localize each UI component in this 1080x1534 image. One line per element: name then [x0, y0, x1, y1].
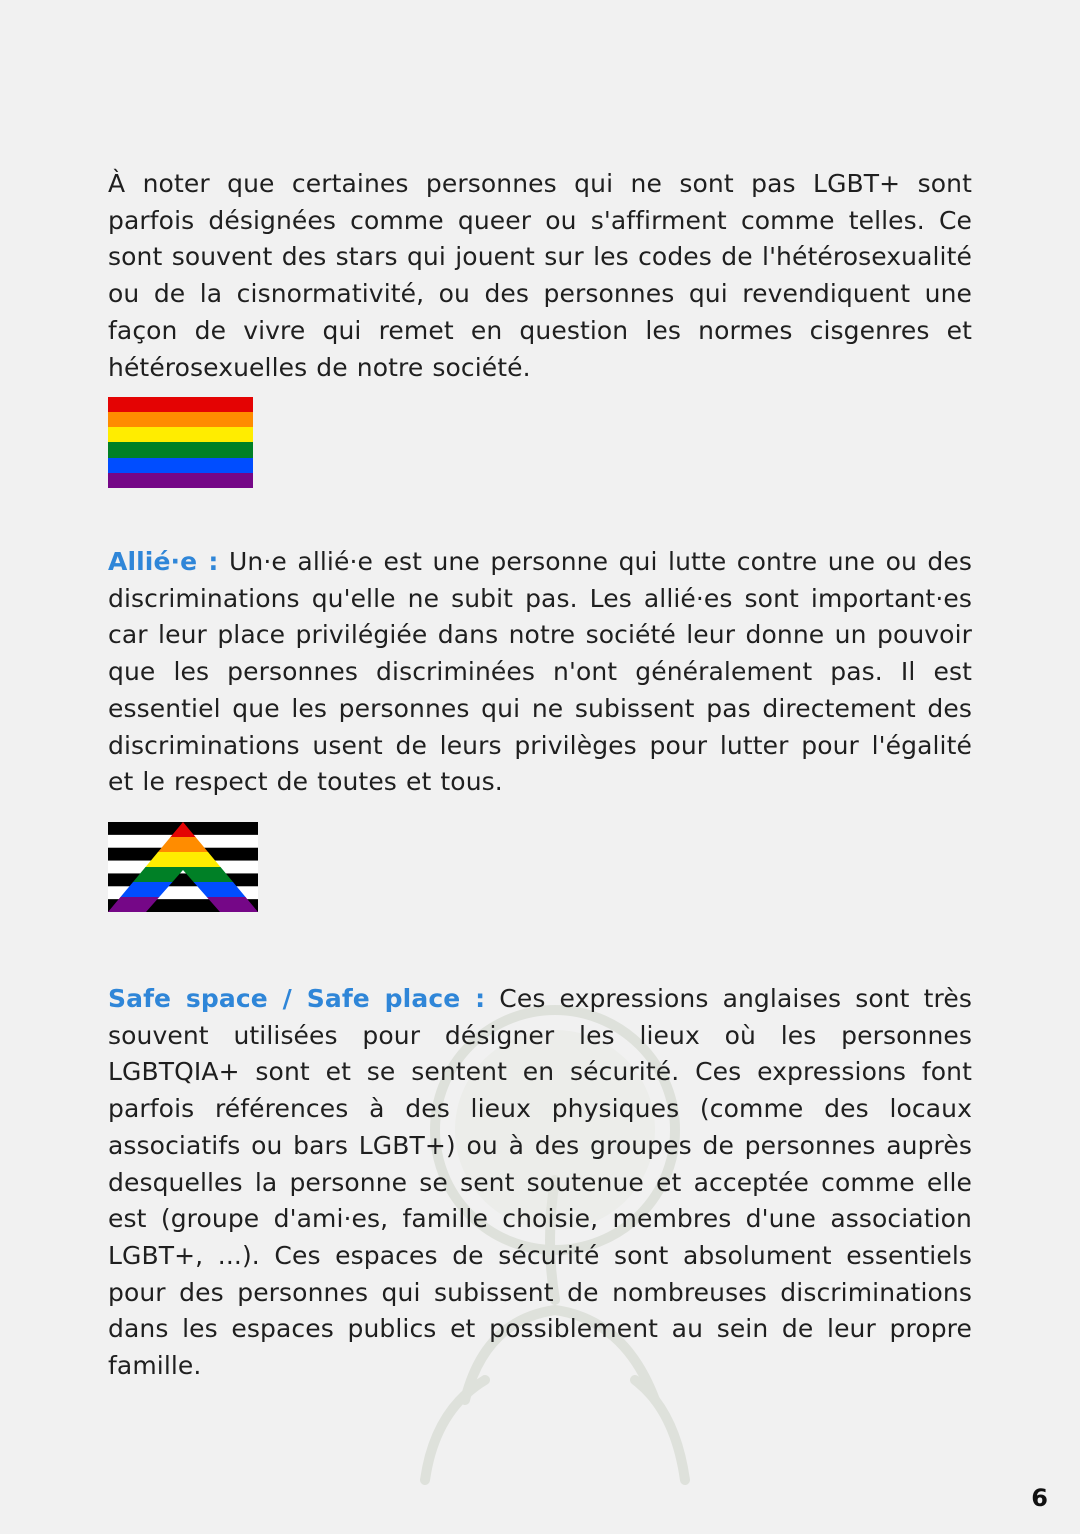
- flag-stripe-orange: [108, 412, 253, 427]
- allie-definition-paragraph: [108, 544, 972, 801]
- flag-stripe-red: [108, 397, 253, 412]
- allie-definition-text: Un·e allié·e est une personne qui lutte contre une ou des discriminations qu'elle ne subit pas. Les allié·es sont important·es car leur place privilégiée dans notre société leur donne un pouvoir que les personnes discriminées n'ont généralement pas. Il est essentiel que les personnes qui ne subissent pas directement des discriminations usent de leurs privilèges pour lutter pour l'égalité et le respect de toutes et tous.: [108, 547, 972, 797]
- queer-note-paragraph: À noter que certaines personnes qui ne sont pas LGBT+ sont parfois désignées comme queer ou s'affirment comme telles. Ce sont souvent des stars qui jouent sur les codes de l'hétérosexualité ou de la cisnormativité, ou des personnes qui revendiquent une façon de vivre qui remet en question les normes cisgenres et hétérosexuelles de notre société.: [108, 169, 972, 382]
- safe-space-definition-paragraph: [108, 981, 972, 1385]
- ally-flag-stripe: [108, 873, 258, 886]
- flag-stripe-blue: [108, 458, 253, 473]
- safe-space-term: Safe space / Safe place :: [108, 984, 486, 1013]
- rainbow-pride-flag: [108, 397, 253, 488]
- safe-space-definition-text: Ces expressions anglaises sont très souvent utilisées pour désigner les lieux où les personnes LGBTQIA+ sont et se sentent en sécurité. Ces expressions font parfois références à des lieux physiques (comme des locaux associatifs ou bars LGBT+) ou à des groupes de personnes auprès desquelles la personne se sent soutenue et acceptée comme elle est (groupe d'ami·es, famille choisie, membres d'une association LGBT+, ...). Ces espaces de sécurité sont absolument essentiels pour des personnes qui subissent de nombreuses discriminations dans les espaces publics et possiblement au sein de leur propre famille.: [108, 984, 972, 1381]
- flag-stripe-violet: [108, 473, 253, 488]
- straight-ally-flag: [108, 822, 258, 912]
- page-number: 6: [1031, 1484, 1048, 1512]
- flag-stripe-yellow: [108, 427, 253, 442]
- allie-term: Allié·e :: [108, 547, 219, 576]
- flag-stripe-green: [108, 442, 253, 457]
